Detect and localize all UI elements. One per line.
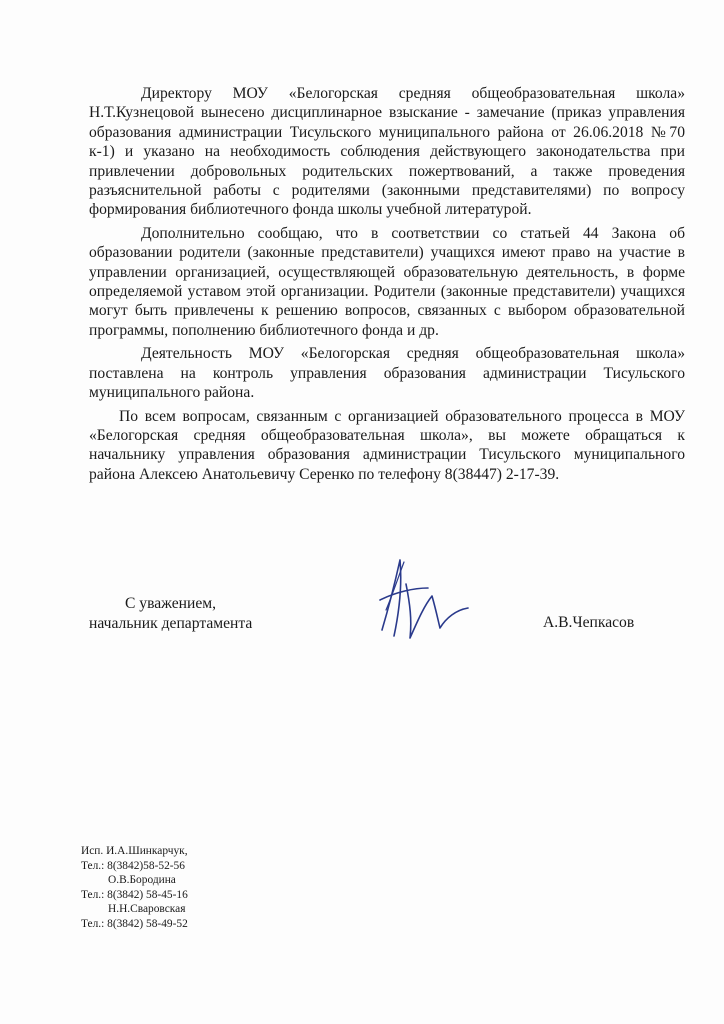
signer-name: А.В.Чепкасов	[543, 614, 635, 631]
contact-phone-3: Тел.: 8(3842) 58-49-52	[81, 917, 188, 930]
paragraph-control: Деятельность МОУ «Белогорская средняя общеобразовательная школа» поставлена на контроль управления образования администрации Тисульского муниципального района.	[89, 345, 685, 402]
signer-position: начальник департамента	[89, 615, 253, 632]
contacts-block	[81, 844, 188, 932]
paragraph-contact-info: По всем вопросам, связанным с организацией образовательного процесса в МОУ «Белогорская средняя общеобразовательная школа», вы можете обращаться к начальнику управления образования администрации Тисульского муниципального района Алексею Анатольевичу Серенко по телефону 8(38447) 2-17-39.	[89, 407, 685, 483]
contact-executor: Исп. И.А.Шинкарчук,	[81, 845, 188, 857]
paragraph-disciplinary-action: Директору МОУ «Белогорская средняя общеобразовательная школа» Н.Т.Кузнецовой вынесено дисциплинарное взыскание - замечание (приказ управления образования администрации Тисульского муниципального района от 26.06.2018 №70 к-1) и указано на необходимость соблюдения действующего законодательства при привлечении добровольных родительских пожертвований, а также проведения разъяснительной работы с родителями (законными представителями) по вопросу формирования библиотечного фонда школы учебной литературой.	[89, 85, 685, 219]
closing-greeting: С уважением,	[125, 595, 217, 612]
paragraph-parents-rights: Дополнительно сообщаю, что в соответствии со статьей 44 Закона об образовании родители (законные представители) учащихся имеют право на участие в управлении организацией, осуществляющей образовательную деятельность, в форме определяемой уставом этой организации. Родители (законные представители) учащихся могут быть привлечены к решению вопросов, связанных с выбором образовательной программы, пополнению библиотечного фонда и др.	[89, 224, 685, 339]
signoff-block	[89, 594, 252, 634]
signature-icon	[366, 548, 476, 648]
contact-phone-2: Тел.: 8(3842) 58-45-16	[81, 888, 188, 901]
contact-name-2: О.В.Бородина	[108, 874, 176, 887]
letter-body	[89, 84, 685, 488]
contact-name-3: Н.Н.Сваровская	[108, 903, 186, 916]
contact-phone-1: Тел.: 8(3842)58-52-56	[81, 859, 185, 872]
